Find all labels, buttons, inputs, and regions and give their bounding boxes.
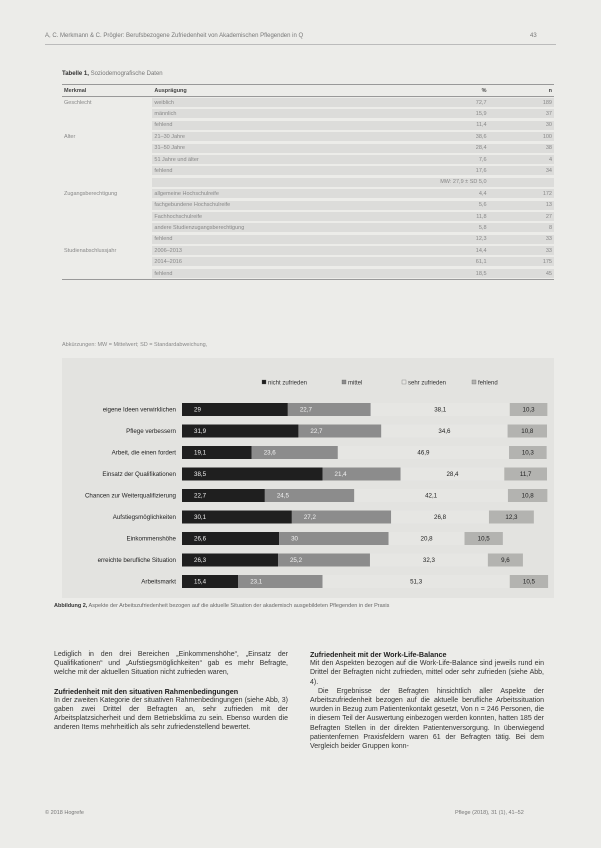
cell-pct: 5,8	[389, 222, 489, 233]
table-row	[62, 245, 554, 256]
col-header-merkmal: Merkmal	[62, 85, 152, 97]
category-label: eigene Ideen verwirklichen	[102, 406, 176, 414]
category-label: Einsatz der Qualifikationen	[102, 471, 176, 479]
table-title	[62, 71, 163, 77]
cell-n: 33	[489, 245, 554, 256]
footer-citation: Pflege (2018), 31 (1), 41–52	[455, 810, 524, 816]
cell-n: 8	[489, 222, 554, 233]
chart-svg	[62, 358, 554, 598]
cell-n: 4	[489, 154, 554, 165]
cell-n: 172	[489, 188, 554, 199]
legend-swatch	[262, 380, 266, 384]
cell-pct: 11,4	[389, 120, 489, 131]
cell-pct: 15,9	[389, 108, 489, 119]
cell-pct: 14,4	[389, 245, 489, 256]
legend-swatch	[472, 380, 476, 384]
cell-merkmal	[62, 108, 152, 119]
category-label: Chancen zur Weiterqualifizierung	[84, 492, 176, 500]
table-row	[62, 222, 554, 233]
data-label: 42,1	[425, 492, 438, 500]
footer-copyright: © 2018 Hogrefe	[45, 810, 84, 816]
table-title-label: Tabelle 1,	[62, 71, 89, 77]
data-label: 10,3	[521, 449, 534, 457]
table-row	[62, 200, 554, 211]
paragraph: Mit den Aspekten bezogen auf die Work-Life-Balance sind jeweils rund ein Drittel der Befragten nicht zufrieden, mittel oder sehr zufrieden (siehe Abb, 4).	[310, 660, 544, 686]
data-label: 26,3	[194, 557, 207, 565]
cell-pct: MW: 27,9 ± SD 5,0	[389, 177, 489, 188]
cell-pct: 7,6	[389, 154, 489, 165]
col-header-auspraegung: Ausprägung	[152, 85, 388, 97]
data-label: 10,8	[521, 492, 534, 500]
cell-auspraegung: andere Studienzugangsberechtigung	[152, 222, 388, 233]
bar-segment	[182, 446, 252, 459]
cell-auspraegung: weiblich	[152, 97, 388, 109]
cell-merkmal: Alter	[64, 133, 76, 140]
data-label: 15,4	[194, 578, 207, 586]
cell-pct: 11,8	[389, 211, 489, 222]
cell-n: 100	[489, 131, 554, 142]
cell-n: 27	[489, 211, 554, 222]
cell-merkmal	[62, 143, 152, 154]
data-label: 12,3	[505, 514, 518, 522]
cell-auspraegung: Fachhochschulreife	[152, 211, 388, 222]
data-label: 26,8	[434, 514, 447, 522]
data-label: 10,5	[522, 578, 535, 586]
data-label: 51,3	[410, 578, 423, 586]
category-label: Aufstiegsmöglichkeiten	[112, 514, 176, 522]
cell-merkmal	[62, 211, 152, 222]
data-label: 32,3	[422, 557, 435, 565]
data-label: 46,9	[417, 449, 430, 457]
table-row	[62, 165, 554, 176]
cell-auspraegung: männlich	[152, 108, 388, 119]
data-label: 38,5	[194, 471, 207, 479]
running-head: A, C. Merkmann & C. Prögler: Berufsbezogene Zufriedenheit von Akademischen Pflegenden in Q	[45, 33, 304, 39]
category-label: erreichte berufliche Situation	[97, 557, 176, 565]
cell-merkmal: Studienabschlussjahr	[64, 247, 117, 254]
table-header-row	[62, 85, 554, 97]
data-label: 38,1	[434, 406, 447, 414]
data-label: 23,1	[250, 578, 263, 586]
cell-merkmal	[62, 120, 152, 131]
data-label: 31,9	[194, 428, 207, 436]
table-row	[62, 120, 554, 131]
cell-pct: 17,6	[389, 165, 489, 176]
cell-auspraegung: 2006–2013	[152, 245, 388, 256]
col-header-n: n	[489, 85, 554, 97]
cell-pct: 5,6	[389, 200, 489, 211]
table-row	[62, 188, 554, 199]
cell-auspraegung: fehlend	[152, 234, 388, 245]
cell-n: 38	[489, 143, 554, 154]
data-label: 34,6	[438, 428, 451, 436]
data-label: 28,4	[446, 471, 459, 479]
data-label: 24,5	[276, 492, 289, 500]
data-label: 26,6	[194, 535, 207, 543]
text-column-right	[310, 650, 544, 751]
table-body	[62, 97, 554, 280]
data-label: 22,7	[310, 428, 323, 436]
table-row	[62, 154, 554, 165]
table-row	[62, 177, 554, 188]
table-row	[62, 211, 554, 222]
data-label: 9,6	[501, 557, 510, 565]
cell-auspraegung: 31–50 Jahre	[152, 143, 388, 154]
cell-n: 30	[489, 120, 554, 131]
data-label: 23,6	[263, 449, 276, 457]
paragraph: In der zweiten Kategorie der situativen Rahmenbedingungen (siehe Abb, 3) gaben zwei Drittel der Befragten an, sehr zufrieden mit der Arbeitsplatzsicherheit und dem Betriebsklima zu sein. Ebenso wurden die anderen Items mehrheitlich als sehr zufriedenstellend bewertet.	[54, 696, 288, 732]
cell-pct: 28,4	[389, 143, 489, 154]
cell-auspraegung	[152, 177, 388, 188]
section-heading: Zufriedenheit mit der Work-Life-Balance	[310, 650, 447, 659]
table-title-text: Soziodemografische Daten	[90, 71, 163, 77]
cell-pct: 18,5	[389, 268, 489, 280]
cell-n: 175	[489, 256, 554, 267]
data-label: 11,7	[519, 471, 532, 479]
table-row	[62, 268, 554, 280]
data-label: 22,7	[194, 492, 207, 500]
legend-swatch	[402, 380, 406, 384]
cell-auspraegung: fehlend	[152, 268, 388, 280]
legend-label: mittel	[348, 380, 363, 387]
data-label: 22,7	[299, 406, 312, 414]
cell-pct: 38,6	[389, 131, 489, 142]
header-rule	[45, 44, 556, 45]
legend-label: nicht zufrieden	[268, 380, 308, 387]
figure-caption-text: Aspekte der Arbeitszufriedenheit bezogen auf die aktuelle Situation der akademisch ausgebildeten Pflegenden in der Praxis	[88, 603, 390, 609]
legend-label: sehr zufrieden	[408, 380, 447, 387]
paragraph: Lediglich in den drei Bereichen „Einkommenshöhe“, „Einsatz der Qualifikationen“ und „Aufstiegsmöglichkeiten“ gab es mehr Befragte, welche mit der aktuellen Situation nicht zufrieden waren,	[54, 651, 288, 677]
table-row	[62, 108, 554, 119]
data-label: 10,8	[521, 428, 534, 436]
cell-merkmal	[62, 234, 152, 245]
cell-auspraegung: 2014–2016	[152, 256, 388, 267]
cell-n: 45	[489, 268, 554, 280]
data-label: 27,2	[303, 514, 316, 522]
cell-n	[489, 177, 554, 188]
legend-swatch	[342, 380, 346, 384]
table-row	[62, 234, 554, 245]
cell-n: 189	[489, 97, 554, 109]
cell-n: 33	[489, 234, 554, 245]
category-label: Einkommenshöhe	[126, 535, 176, 543]
data-label: 10,3	[522, 406, 535, 414]
section-heading: Zufriedenheit mit den situativen Rahmenbedingungen	[54, 686, 239, 696]
cell-merkmal	[62, 177, 152, 188]
cell-pct: 72,7	[389, 97, 489, 109]
cell-auspraegung: allgemeine Hochschulreife	[152, 188, 388, 199]
data-label: 25,2	[289, 557, 303, 565]
data-label: 21,4	[334, 471, 347, 479]
legend-label: fehlend	[478, 380, 498, 387]
category-label: Pflege verbessern	[126, 428, 176, 436]
cell-pct: 61,1	[389, 256, 489, 267]
figure-caption	[54, 603, 554, 609]
data-label: 30,1	[194, 514, 207, 522]
cell-merkmal: Zugangsberechtigung	[64, 190, 118, 197]
cell-auspraegung: fehlend	[152, 120, 388, 131]
cell-merkmal	[62, 268, 152, 280]
data-label: 29	[194, 406, 201, 414]
cell-n: 37	[489, 108, 554, 119]
cell-auspraegung: fehlend	[152, 165, 388, 176]
demographics-table	[62, 84, 554, 280]
data-label: 19,1	[194, 449, 207, 457]
data-label: 20,8	[420, 535, 433, 543]
cell-merkmal	[62, 154, 152, 165]
cell-pct: 12,3	[389, 234, 489, 245]
table-row	[62, 143, 554, 154]
figure-caption-label: Abbildung 2,	[54, 603, 88, 609]
cell-n: 13	[489, 200, 554, 211]
cell-auspraegung: 21–30 Jahre	[152, 131, 388, 142]
cell-pct: 4,4	[389, 188, 489, 199]
category-label: Arbeitsmarkt	[141, 578, 176, 586]
cell-merkmal	[62, 222, 152, 233]
stacked-bar-chart	[62, 358, 554, 598]
cell-merkmal: Geschlecht	[64, 99, 92, 106]
cell-n: 34	[489, 165, 554, 176]
table-row	[62, 131, 554, 142]
cell-merkmal	[62, 256, 152, 267]
data-label: 10,5	[477, 535, 490, 543]
cell-auspraegung: 51 Jahre und älter	[152, 154, 388, 165]
cell-merkmal	[62, 165, 152, 176]
table-row	[62, 256, 554, 267]
data-label: 30	[291, 535, 298, 543]
cell-merkmal	[62, 200, 152, 211]
table-row	[62, 97, 554, 109]
text-column-left	[54, 650, 288, 733]
page-number: 43	[530, 33, 537, 39]
col-header-pct: %	[389, 85, 489, 97]
paragraph: Die Ergebnisse der Befragten hinsichtlich aller Aspekte der Arbeitszufriedenheit bezogen auf die aktuelle berufliche Arbeitssituation wurden in Bezug zum Patientenkontakt gesetzt, Von n = 246 Personen, die in diesem Teil der Auswertung einbezogen werden konnten, hatten 185 der Befragten Stellen in der direkten Patientenversorgung. In überwiegend patientenfernen Praxisfeldern waren 61 der Befragten tätig. Bei dem Vergleich beider Gruppen konn-	[310, 687, 544, 751]
bar-segment	[182, 575, 238, 588]
category-label: Arbeit, die einen fordert	[111, 449, 176, 457]
cell-auspraegung: fachgebundene Hochschulreife	[152, 200, 388, 211]
table-footnote: Abkürzungen: MW = Mittelwert; SD = Standardabweichung,	[62, 342, 208, 348]
